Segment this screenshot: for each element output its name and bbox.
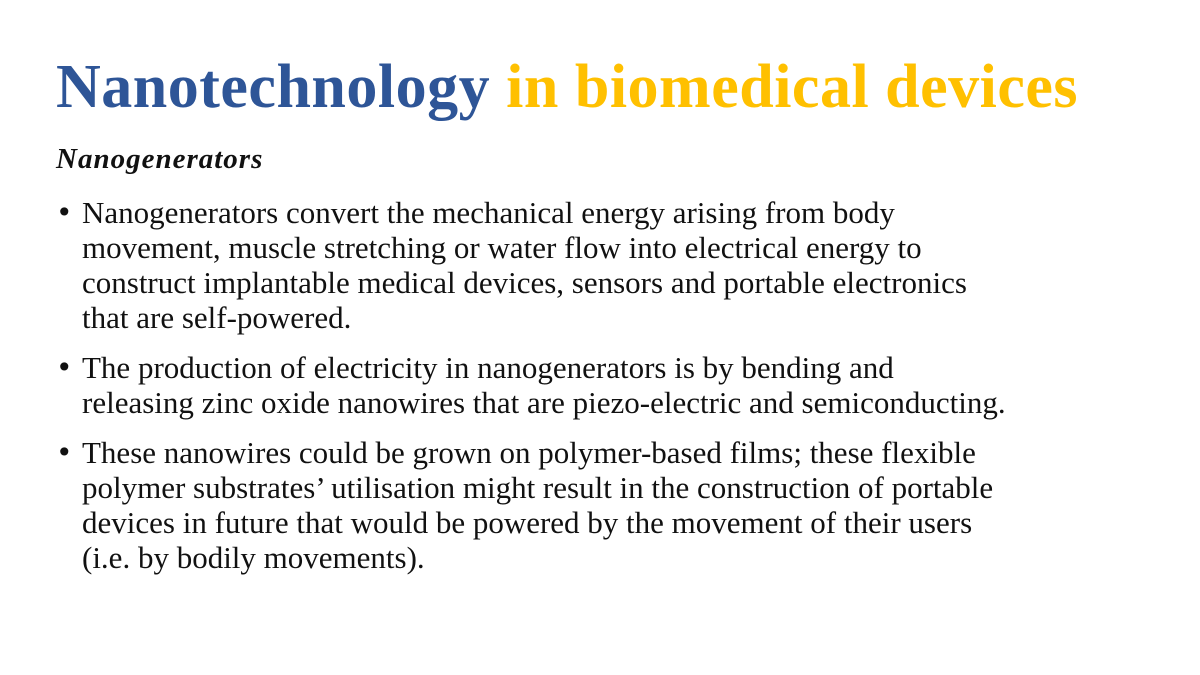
- bullet-item: [56, 350, 1196, 420]
- bullet-dot-icon: •: [56, 351, 73, 384]
- bullet-text-line: Nanogenerators convert the mechanical energy arising from body: [82, 195, 895, 230]
- bullet-text-line: The production of electricity in nanogenerators is by bending and: [82, 350, 894, 385]
- bullet-text-line: devices in future that would be powered by the movement of their users: [82, 505, 973, 540]
- section-subtitle: Nanogenerators: [56, 143, 264, 175]
- bullet-item: [56, 195, 1196, 335]
- bullet-dot-icon: •: [56, 436, 73, 469]
- bullet-text-line: movement, muscle stretching or water flow into electrical energy to: [82, 230, 922, 265]
- bullet-item: [56, 435, 1196, 575]
- title-accent: in biomedical devices: [506, 53, 1079, 121]
- bullet-text-line: that are self-powered.: [82, 300, 352, 335]
- title-primary: Nanotechnology: [56, 53, 491, 121]
- bullet-dot-icon: •: [56, 196, 73, 229]
- bullet-text-line: These nanowires could be grown on polymer-based films; these flexible: [82, 435, 976, 470]
- bullet-text-line: releasing zinc oxide nanowires that are piezo-electric and semiconducting.: [82, 385, 1006, 420]
- bullet-text-line: polymer substrates’ utilisation might result in the construction of portable: [82, 470, 994, 505]
- bullet-list: [56, 195, 1196, 590]
- slide-title: [56, 52, 1078, 123]
- bullet-text-line: (i.e. by bodily movements).: [82, 540, 425, 575]
- bullet-text-line: construct implantable medical devices, sensors and portable electronics: [82, 265, 967, 300]
